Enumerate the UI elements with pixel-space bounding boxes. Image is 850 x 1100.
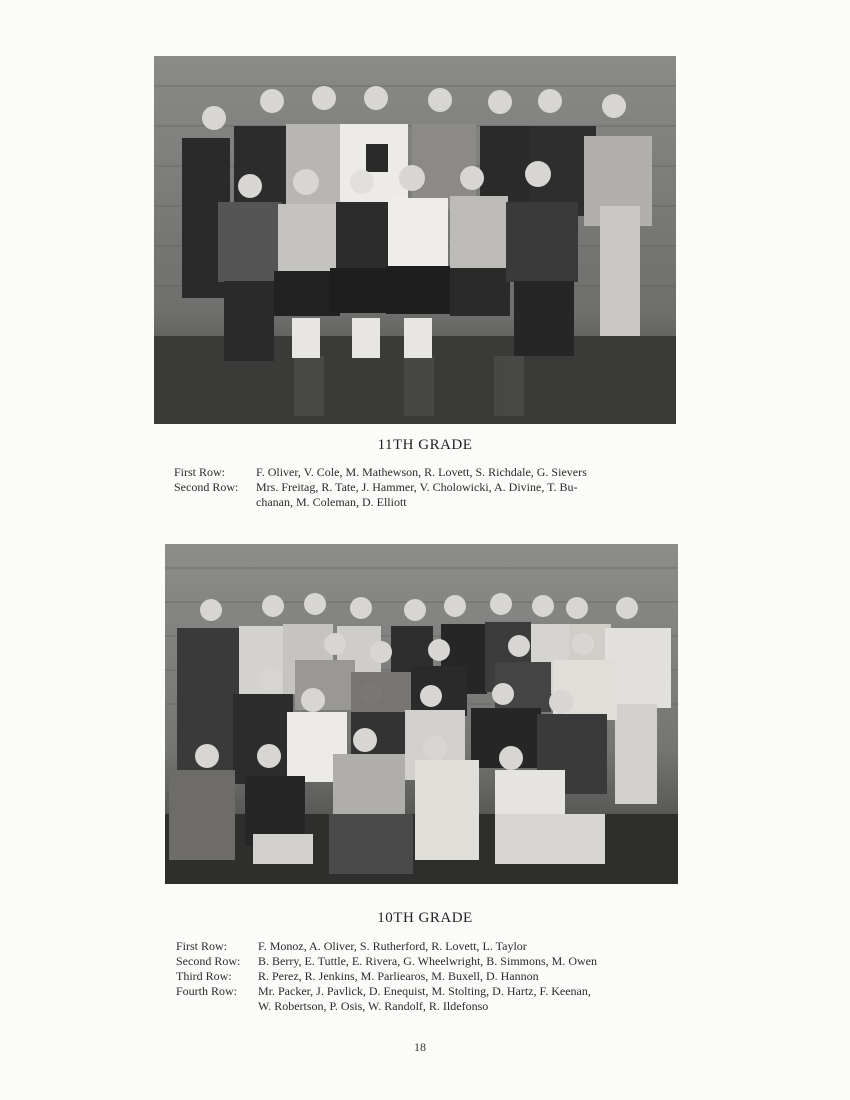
caption-row-second bbox=[174, 480, 664, 495]
row-names: F. Oliver, V. Cole, M. Mathewson, R. Lovett, S. Richdale, G. Sievers bbox=[256, 465, 587, 479]
caption-row-fourth bbox=[176, 984, 666, 999]
page-number: 18 bbox=[414, 1040, 426, 1054]
photo-11th-grade-illustration bbox=[154, 56, 676, 424]
caption-row-third bbox=[176, 969, 666, 984]
grade-title-10th: 10TH GRADE bbox=[377, 910, 473, 926]
row-label: First Row: bbox=[174, 465, 226, 479]
caption-row-second bbox=[176, 954, 666, 969]
row-label: Fourth Row: bbox=[176, 984, 238, 998]
caption-row-first bbox=[176, 939, 666, 954]
row-names-continuation: W. Robertson, P. Osis, W. Randolf, R. Ildefonso bbox=[258, 999, 489, 1013]
row-names: R. Perez, R. Jenkins, M. Parliearos, M. Buxell, D. Hannon bbox=[258, 969, 539, 983]
row-label: Second Row: bbox=[174, 480, 239, 494]
caption-11th-grade bbox=[174, 465, 664, 510]
grade-title-11th: 11TH GRADE bbox=[377, 437, 473, 453]
row-names: Mr. Packer, J. Pavlick, D. Enequist, M. Stolting, D. Hartz, F. Keenan, bbox=[258, 984, 591, 998]
row-label: Second Row: bbox=[176, 954, 241, 968]
row-names-continuation: chanan, M. Coleman, D. Elliott bbox=[256, 495, 407, 509]
row-names: F. Monoz, A. Oliver, S. Rutherford, R. Lovett, L. Taylor bbox=[258, 939, 527, 953]
class-photo-10th-grade bbox=[165, 544, 678, 884]
row-names: B. Berry, E. Tuttle, E. Rivera, G. Wheelwright, B. Simmons, M. Owen bbox=[258, 954, 597, 968]
caption-row-second-continued bbox=[174, 495, 664, 510]
row-label: First Row: bbox=[176, 939, 228, 953]
caption-row-first bbox=[174, 465, 664, 480]
caption-row-fourth-continued bbox=[176, 999, 666, 1014]
row-names: Mrs. Freitag, R. Tate, J. Hammer, V. Cholowicki, A. Divine, T. Bu- bbox=[256, 480, 578, 494]
row-label: Third Row: bbox=[176, 969, 232, 983]
caption-10th-grade bbox=[176, 939, 666, 1014]
photo-10th-grade-illustration bbox=[165, 544, 678, 884]
class-photo-11th-grade bbox=[154, 56, 676, 424]
